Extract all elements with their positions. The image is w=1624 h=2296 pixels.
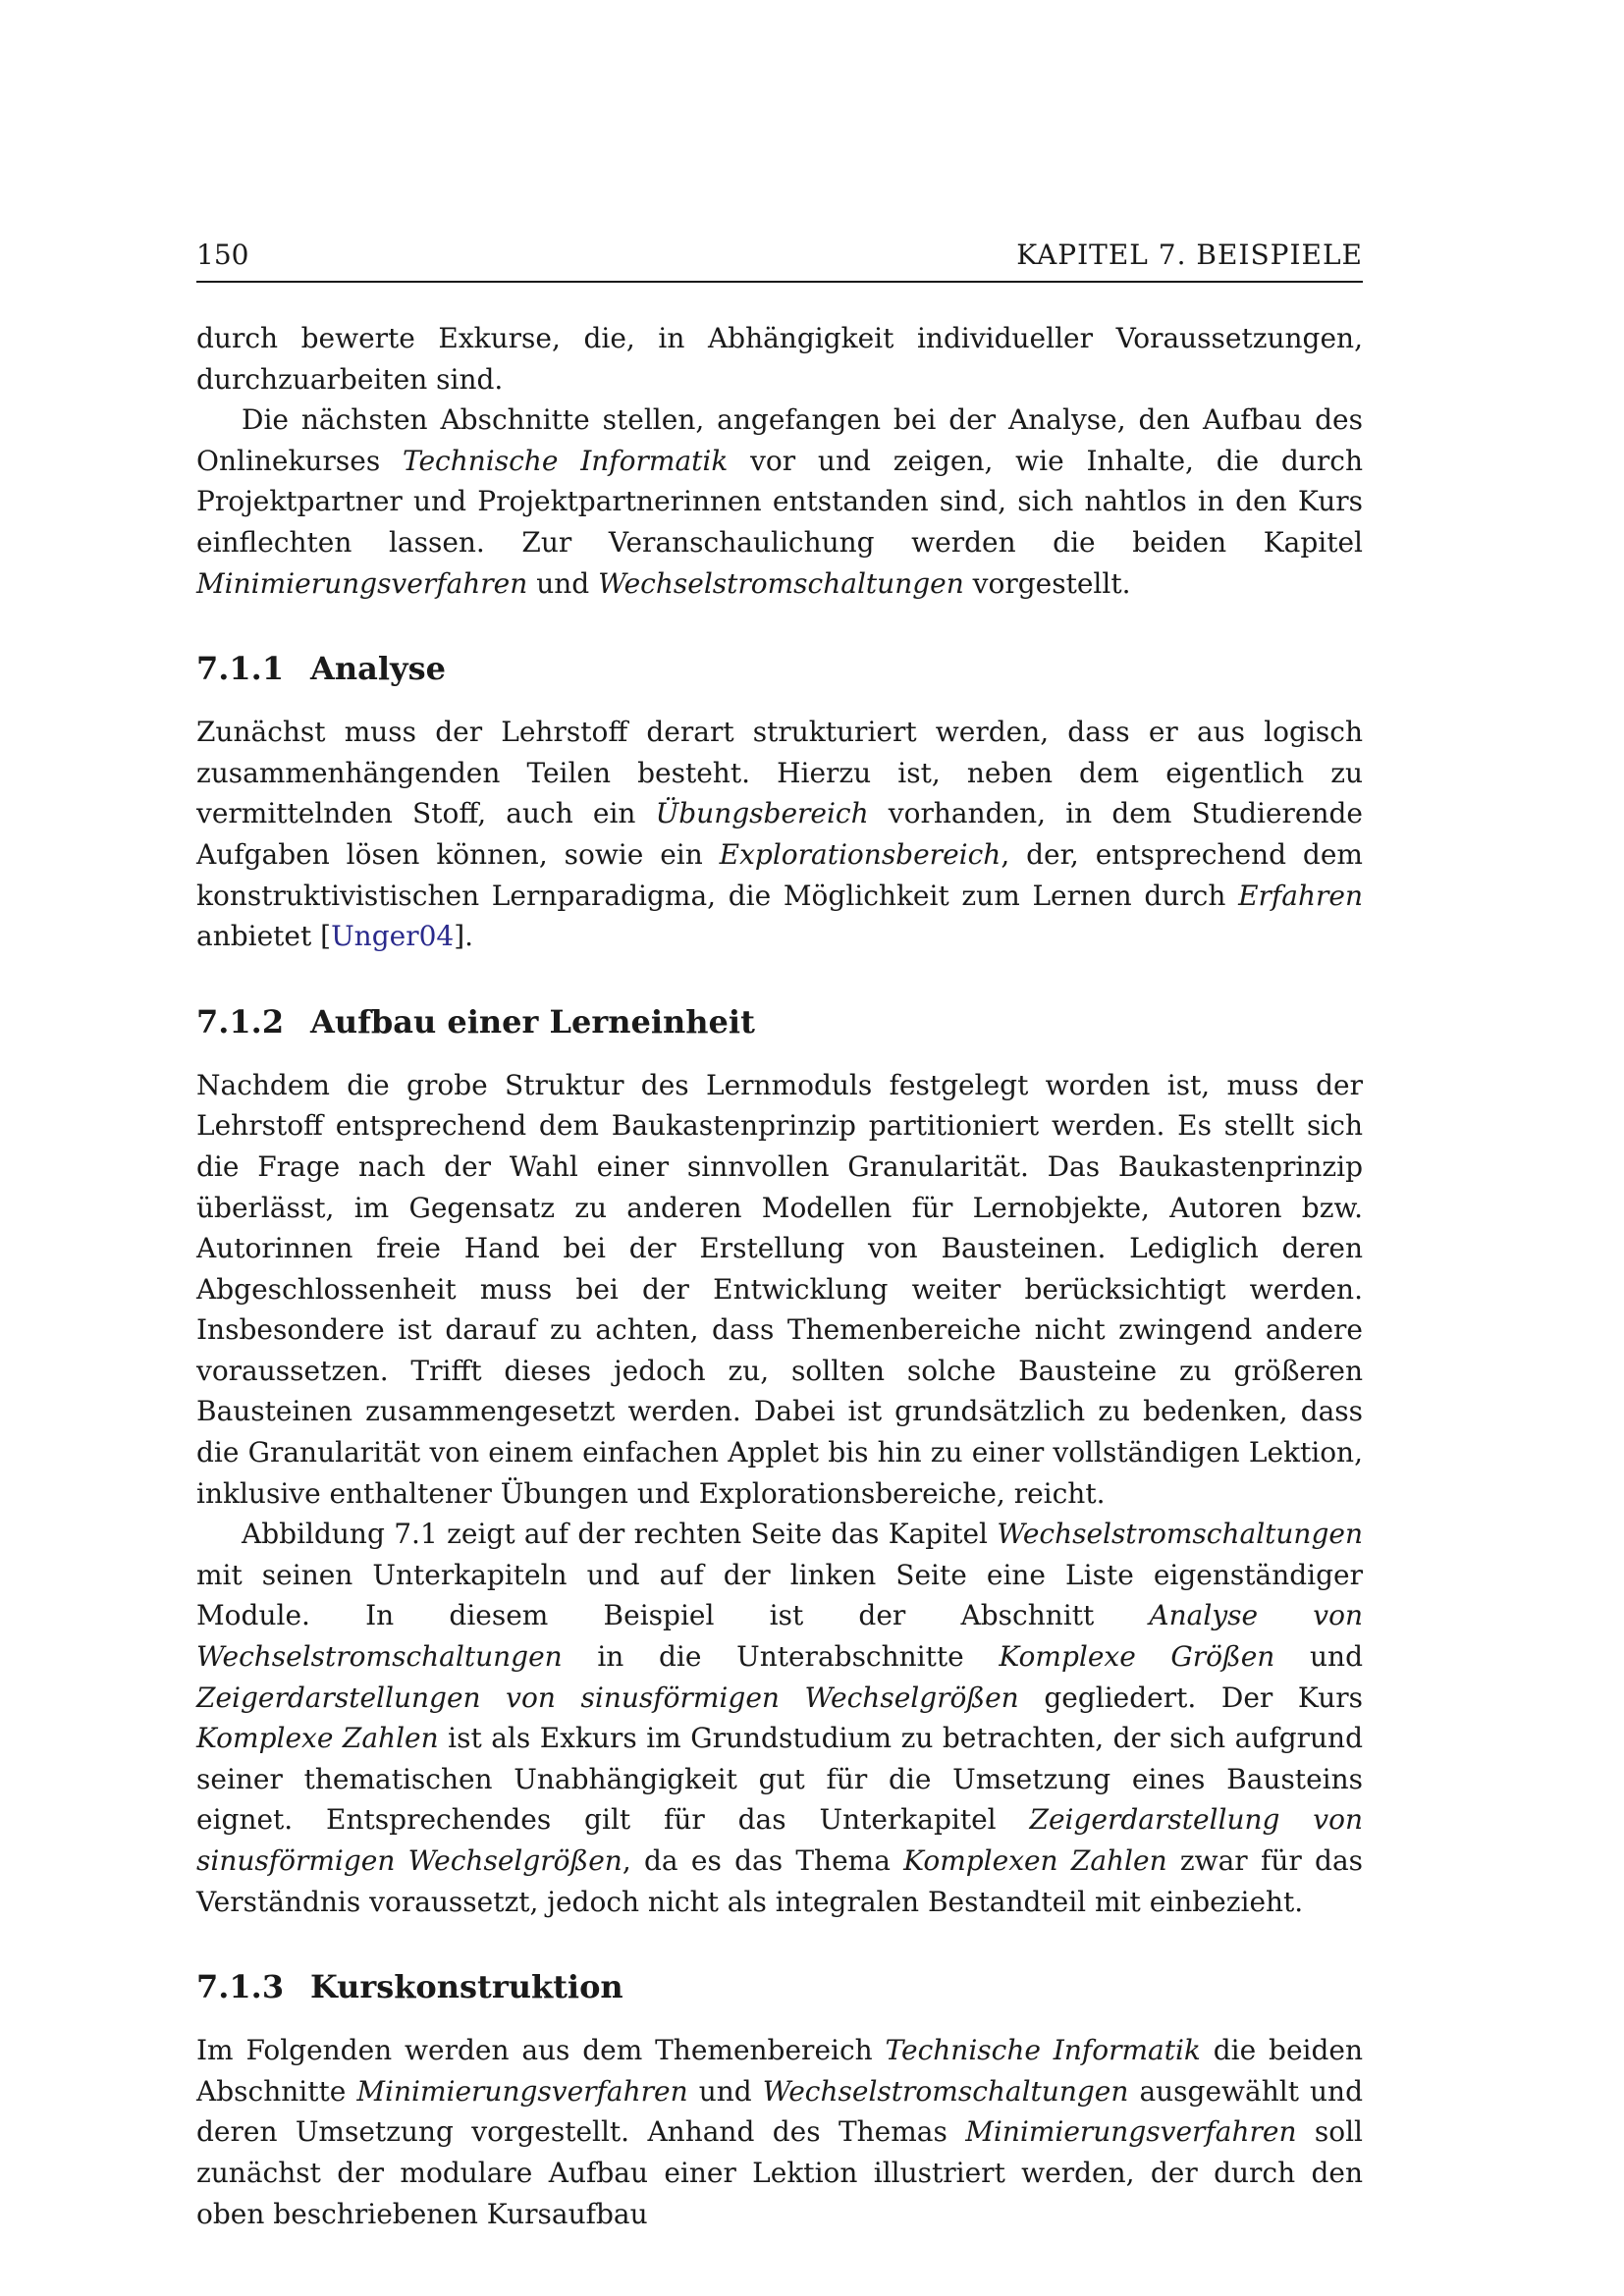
kurskonstruktion-paragraph: Im Folgenden werden aus dem Themenbereich Technische Informatik die beiden Abschnitte Minimierungsverfahren und Wechselstromschaltungen ausgewählt und deren Umsetzung vorgestellt. Anhand des Themas Minimierungsverfahren soll zunächst der modulare Aufbau einer Lektion illustriert werden, der durch den oben beschriebenen Kursaufbau [196,2034,1363,2230]
section-title: Aufbau einer Lerneinheit [310,1002,755,1041]
section-number: 7.1.3 [196,1968,285,2006]
section-title: Kurskonstruktion [310,1968,623,2006]
section-number: 7.1.1 [196,650,285,688]
intro-paragraph-1: durch bewerte Exkurse, die, in Abhängigkeit individueller Voraussetzungen, durchzuarbeiten sind. [196,322,1363,396]
running-header [196,236,1363,283]
page-number: 150 [196,239,249,271]
section-heading-analyse [196,647,1363,690]
intro-paragraph-2: Die nächsten Abschnitte stellen, angefangen bei der Analyse, den Aufbau des Onlinekurses Technische Informatik vor und zeigen, wie Inhalte, die durch Projektpartner und Projektpartnerinnen entstanden sind, sich nahtlos in den Kurs einflechten lassen. Zur Veranschaulichung werden die beiden Kapitel Minimierungsverfahren und Wechselstromschaltungen vorgestellt. [196,403,1363,600]
section-title: Analyse [310,650,446,688]
citation-link[interactable]: Unger04 [331,920,455,953]
section-number: 7.1.2 [196,1002,285,1041]
analyse-paragraph: Zunächst muss der Lehrstoff derart strukturiert werden, dass er aus logisch zusammenhängenden Teilen besteht. Hierzu ist, neben dem eigentlich zu vermittelnden Stoff, auch ein Übungsbereich vorhanden, in dem Studierende Aufgaben lösen können, sowie ein Explorationsbereich, der, entsprechend dem konstruktivistischen Lernparadigma, die Möglichkeit zum Lernen durch Erfahren anbietet [Unger04]. [196,716,1363,953]
aufbau-paragraph-2: Abbildung 7.1 zeigt auf der rechten Seite das Kapitel Wechselstromschaltungen mit seinen Unterkapiteln und auf der linken Seite eine Liste eigenständiger Module. In diesem Beispiel ist der Abschnitt Analyse von Wechselstromschaltungen in die Unterabschnitte Komplexe Größen und Zeigerdarstellungen von sinusförmigen Wechselgrößen gegliedert. Der Kurs Komplexe Zahlen ist als Exkurs im Grundstudium zu betrachten, der sich aufgrund seiner thematischen Unabhängigkeit gut für die Umsetzung eines Bausteins eignet. Entsprechendes gilt für das Unterkapitel Zeigerdarstellung von sinusförmigen Wechselgrößen, da es das Thema Komplexen Zahlen zwar für das Verständnis voraussetzt, jedoch nicht als integralen Bestandteil mit einbezieht. [196,1518,1364,1918]
section-heading-aufbau [196,1000,1363,1043]
page-body [196,318,1363,2234]
chapter-title: KAPITEL 7. BEISPIELE [1016,239,1363,271]
book-page [196,236,1363,2234]
section-heading-kurskonstruktion [196,1965,1363,2008]
aufbau-paragraph-1: Nachdem die grobe Struktur des Lernmoduls festgelegt worden ist, muss der Lehrstoff entsprechend dem Baukastenprinzip partitioniert werden. Es stellt sich die Frage nach der Wahl einer sinnvollen Granularität. Das Baukastenprinzip überlässt, im Gegensatz zu anderen Modellen für Lernobjekte, Autoren bzw. Autorinnen freie Hand bei der Erstellung von Bausteinen. Lediglich deren Abgeschlossenheit muss bei der Entwicklung weiter berücksichtigt werden. Insbesondere ist darauf zu achten, dass Themenbereiche nicht zwingend andere voraussetzen. Trifft dieses jedoch zu, sollten solche Bausteine zu größeren Bausteinen zusammengesetzt werden. Dabei ist grundsätzlich zu bedenken, dass die Granularität von einem einfachen Applet bis hin zu einer vollständigen Lektion, inklusive enthaltener Übungen und Explorationsbereiche, reicht. [196,1068,1363,1510]
